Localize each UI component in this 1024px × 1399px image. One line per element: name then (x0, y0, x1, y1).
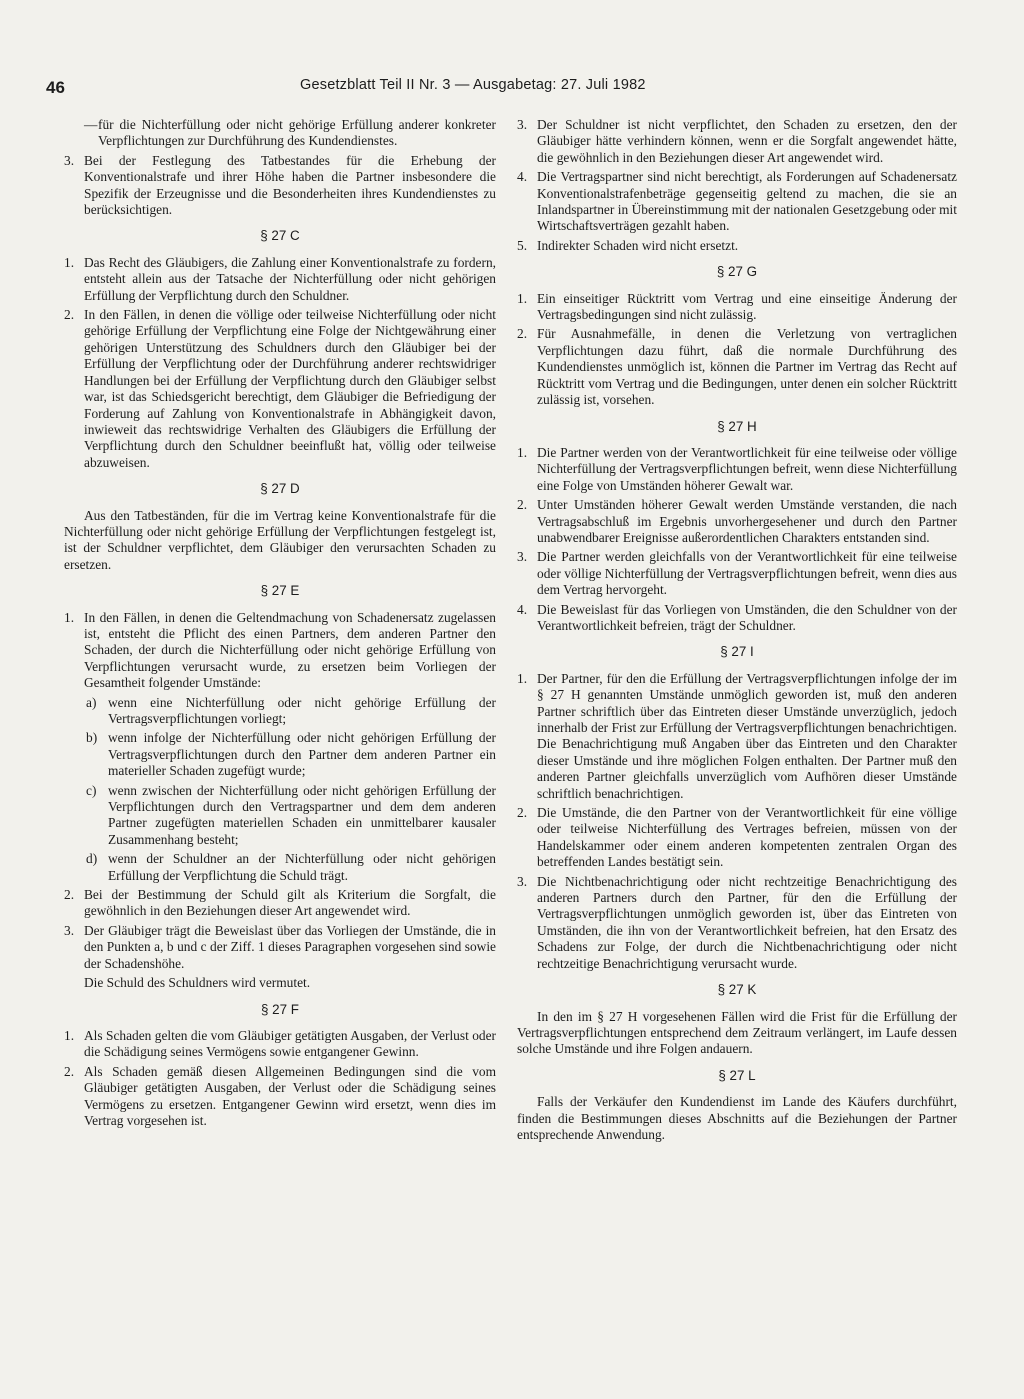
list-item-text: Bei der Bestimmung der Schuld gilt als Kriterium die Sorgfalt, die gewöhnlich in den Beziehungen dieser Art angewendet wird. (84, 887, 496, 919)
list-item (517, 549, 957, 598)
section-heading-27g: § 27 G (716, 264, 758, 280)
paragraph: Falls der Verkäufer den Kundendienst im Lande des Käufers durchführt, finden die Bestimmungen dieses Abschnitts auf die Beziehungen der Partner entsprechende Anwendung. (517, 1094, 957, 1142)
list-item (517, 169, 957, 235)
list-item-text: In den Fällen, in denen die völlige oder teilweise Nichterfüllung oder nicht gehörige Erfüllung der Verpflichtung eine Folge der Nichtgewährung einer gehörigen Unterstützung des Schuldners durch den Gläubiger bei der Erfüllung der Verpflichtung oder der Durchführung anderer rechtswidriger Handlungen bei der Erfüllung der Verpflichtung durch den Gläubiger selbst war, ist das Schiedsgericht berechtigt, dem Gläubiger die Befriedigung der Forderung auf Zahlung von Konventionalstrafe in Abhängigkeit davon, inwieweit das rechtswidrige Verhalten des Gläubigers die Erfüllung der Verpflichtung durch den Schuldner beeinflußt hat, völlig oder teilweise abzuweisen. (84, 307, 496, 470)
list-item-text: Unter Umständen höherer Gewalt werden Umstände verstanden, die nach Vertragsabschluß im Ergebnis unvorhergesehener und durch den Partner unabwendbarer Ereignisse außerordentlichen Charakters entstanden sind. (537, 497, 957, 545)
right-column (517, 117, 957, 1145)
list-item (517, 238, 957, 254)
list-item-text: Der Gläubiger trägt die Beweislast über das Vorliegen der Umstände, die in den Punkten a, b und c der Ziff. 1 dieses Paragraphen vorgesehen sind sowie der Schadenshöhe. (84, 922, 496, 971)
list-item (64, 153, 496, 219)
list-item (517, 805, 957, 871)
list-item-text: Die Nichtbenachrichtigung oder nicht rechtzeitige Benachrichtigung des anderen Partners durch den Partner, für den die Erfüllung der Vertragsverpflichtungen unmöglich geworden ist, über das Eintreten von Umständen, die ihn von der Verantwortlichkeit befreien, hat den Ersatz des Schadens zur Folge, der durch die Nichtbenachrichtigung oder nicht rechtzeitige Benachrichtigung verursacht wurde. (537, 873, 957, 971)
item-number: 3. (64, 922, 75, 938)
item-number: 2. (517, 805, 528, 821)
paragraph: Die Schuld des Schuldners wird vermutet. (84, 975, 311, 991)
section-heading-27d: § 27 D (260, 481, 300, 497)
item-number: 2. (64, 307, 75, 323)
list-item-text: Die Vertragspartner sind nicht berechtigt, als Forderungen auf Schadenersatz Konventionalstrafenbeträge gegenseitig geltend zu machen, die sie an Inlandspartner in Übereinstimmung mit der nationalen Gesetzgebung oder mit Wirtschaftsverträgen gezahlt haben. (537, 169, 957, 234)
sub-item (86, 695, 496, 728)
list-item-text: Für Ausnahmefälle, in denen die Verletzung von vertraglichen Verpflichtungen dazu führt, daß die normale Durchführung des Kundendienstes unmöglich ist, können die Partner im Vertrag das Recht auf Rücktritt vom Vertrag und die Bedingungen, unter denen ein solcher Rücktritt zulässig ist, vorsehen. (537, 326, 957, 408)
list-item-text: Indirekter Schaden wird nicht ersetzt. (537, 237, 739, 253)
list-item-text: für die Nichterfüllung oder nicht gehörige Erfüllung anderer konkreter Verpflichtungen zur Durchführung des Kundendienstes. (98, 117, 496, 149)
item-number: 3. (64, 152, 75, 168)
list-item (517, 671, 957, 802)
list-item-text: Die Beweislast für das Vorliegen von Umständen, die den Schuldner von der Verantwortlichkeit befreien, trägt der Schuldner. (537, 601, 957, 633)
item-number: 3. (517, 117, 528, 132)
item-number: 4. (517, 601, 528, 617)
page-number: 46 (46, 78, 65, 97)
sub-item-marker: c) (86, 782, 97, 798)
list-item-text: Als Schaden gemäß diesen Allgemeinen Bedingungen sind die vom Gläubiger getätigten Ausgaben, der Verlust oder die Schädigung seines Vermögens zu ersetzen. Entgangener Gewinn wird ersetzt, wenn dies im Vertrag vorgesehen ist. (84, 1063, 496, 1128)
section-heading-27l: § 27 L (718, 1067, 756, 1083)
item-number: 1. (517, 444, 528, 460)
sub-item-marker: b) (86, 730, 98, 746)
list-item-text: Der Schuldner ist nicht verpflichtet, den Schaden zu ersetzen, den der Gläubiger hätte verhindern können, wenn er die Sorgfalt angewendet hätte, die gewöhnlich in den Beziehungen dieser Art angewendet wird. (537, 117, 957, 165)
list-item (517, 291, 957, 324)
sub-item (86, 783, 496, 849)
section-heading-27f: § 27 F (261, 1001, 299, 1017)
list-item (64, 923, 496, 972)
page-header-title: Gesetzblatt Teil II Nr. 3 — Ausgabetag: 27. Juli 1982 (300, 77, 646, 93)
list-item-text: Der Partner, für den die Erfüllung der Vertragsverpflichtungen infolge der im § 27 H genannten Umstände unmöglich geworden ist, muß den anderen Partner schriftlich über das Eintreten dieser Umstände unverzüglich, jedoch innerhalb der Frist zur Erfüllung der Vertragsverpflichtungen benachrichtigen. Die Benachrichtigung muß Angaben über das Eintreten und den Charakter dieser Umstände und ihre möglichen Folgen enthalten. Der Partner muß den anderen Partner gleichfalls unverzüglich vom Aufhören dieser Umstände schriftlich benachrichtigen. (537, 670, 957, 801)
list-item (64, 1064, 496, 1130)
list-item (64, 610, 496, 692)
section-heading-27k: § 27 K (717, 982, 757, 998)
list-item-text: Die Partner werden gleichfalls von der Verantwortlichkeit für eine teilweise oder völlige Nichterfüllung der Vertragsverpflichtungen befreit, wenn dies aus dem Vertrag hervorgeht. (537, 549, 957, 598)
section-heading-27h: § 27 H (717, 418, 757, 434)
section-heading-27e: § 27 E (260, 583, 300, 599)
item-number: 3. (517, 549, 528, 565)
item-number: 1. (517, 290, 528, 306)
item-number: 1. (64, 609, 75, 625)
list-item-text: Ein einseitiger Rücktritt vom Vertrag und eine einseitige Änderung der Vertragsbedingungen sind nicht zulässig. (537, 290, 957, 323)
section-heading-27c: § 27 C (260, 228, 300, 244)
item-number: 2. (64, 1063, 75, 1079)
sub-item (86, 730, 496, 779)
list-item (517, 874, 957, 972)
sub-item-text: wenn zwischen der Nichterfüllung oder nicht gehörigen Erfüllung der Verpflichtungen durch den Vertragspartner und dem dem anderen Partner zugefügten materiellen Schaden ein unmittelbarer kausaler Zusammenhang besteht; (108, 782, 496, 847)
item-number: 2. (517, 497, 528, 513)
sub-item-text: wenn infolge der Nichterfüllung oder nicht gehörigen Erfüllung der Vertragsverpflichtungen durch den Partner dem anderen Partner ein materieller Schaden zugefügt wurde; (108, 730, 496, 779)
list-item-text: In den Fällen, in denen die Geltendmachung von Schadenersatz zugelassen ist, entsteht die Pflicht des einen Partners, dem anderen Partner den Schaden, der durch die Nichterfüllung oder nicht gehörige Erfüllung von Verpflichtungen verursacht wurde, zu ersetzen beim Vorliegen der Gesamtheit folgender Umstände: (84, 609, 496, 691)
paragraph: Aus den Tatbeständen, für die im Vertrag keine Konventionalstrafe für die Nichterfüllung oder nicht gehörige Erfüllung der Verpflichtungen festgelegt ist, ist der Schuldner verpflichtet, dem Gläubiger den verursachten Schaden zu ersetzen. (64, 507, 496, 572)
list-item (517, 497, 957, 546)
list-item (84, 117, 496, 150)
item-number: 1. (64, 1027, 75, 1043)
item-number: 1. (64, 254, 75, 270)
section-heading-27i: § 27 I (720, 644, 754, 660)
list-item (64, 1028, 496, 1061)
item-number: 2. (517, 326, 528, 342)
list-item-text: Das Recht des Gläubigers, die Zahlung einer Konventionalstrafe zu fordern, entsteht allein aus der Tatsache der Nichterfüllung oder nicht gehörigen Erfüllung der Verpflichtung durch den Schuldner. (84, 254, 496, 303)
list-item (517, 326, 957, 408)
dash-marker: — (84, 117, 98, 132)
list-item (517, 602, 957, 635)
sub-item-text: wenn der Schuldner an der Nichterfüllung oder nicht gehörigen Erfüllung der Verpflichtung die Schuld trägt. (108, 851, 496, 883)
list-item (64, 255, 496, 304)
list-item-text: Die Partner werden von der Verantwortlichkeit für eine teilweise oder völlige Nichterfüllung der Vertragsverpflichtungen befreit, wenn diese Nichterfüllung eine Folge von Umständen höherer Gewalt war. (537, 444, 957, 493)
list-item-text: Die Umstände, die den Partner von der Verantwortlichkeit für eine völlige oder teilweise Nichterfüllung des Vertrages befreien, müssen von der Handelskammer oder einem anderen kompetenten zentralen Organ des betreffenden Landes bestätigt sein. (537, 805, 957, 870)
list-item-text: Als Schaden gelten die vom Gläubiger getätigten Ausgaben, der Verlust oder die Schädigung seines Vermögens sowie entgangener Gewinn. (84, 1027, 496, 1060)
item-number: 3. (517, 873, 528, 889)
sub-item-marker: d) (86, 851, 98, 867)
sub-item-marker: a) (86, 694, 97, 710)
list-item-text: Bei der Festlegung des Tatbestandes für die Erhebung der Konventionalstrafe und ihrer Höhe haben die Partner insbesondere die Spezifik der Erzeugnisse und die Besonderheiten ihres Kundendienstes zu berücksichtigen. (84, 152, 496, 218)
item-number: 1. (517, 670, 528, 686)
item-number: 2. (64, 887, 75, 903)
list-item (517, 117, 957, 166)
left-column (64, 117, 496, 1132)
list-item (64, 887, 496, 920)
paragraph: In den im § 27 H vorgesehenen Fällen wird die Frist für die Erfüllung der Vertragsverpflichtungen entsprechend dem Zeitraum verlängert, im Laufe dessen solche Umstände und ihre Folgen andauern. (517, 1008, 957, 1057)
sub-item-text: wenn eine Nichterfüllung oder nicht gehörige Erfüllung der Vertragsverpflichtungen vorliegt; (108, 694, 496, 726)
item-number: 4. (517, 169, 528, 185)
item-number: 5. (517, 237, 528, 253)
list-item (517, 445, 957, 494)
sub-item (86, 851, 496, 884)
list-item (64, 307, 496, 471)
